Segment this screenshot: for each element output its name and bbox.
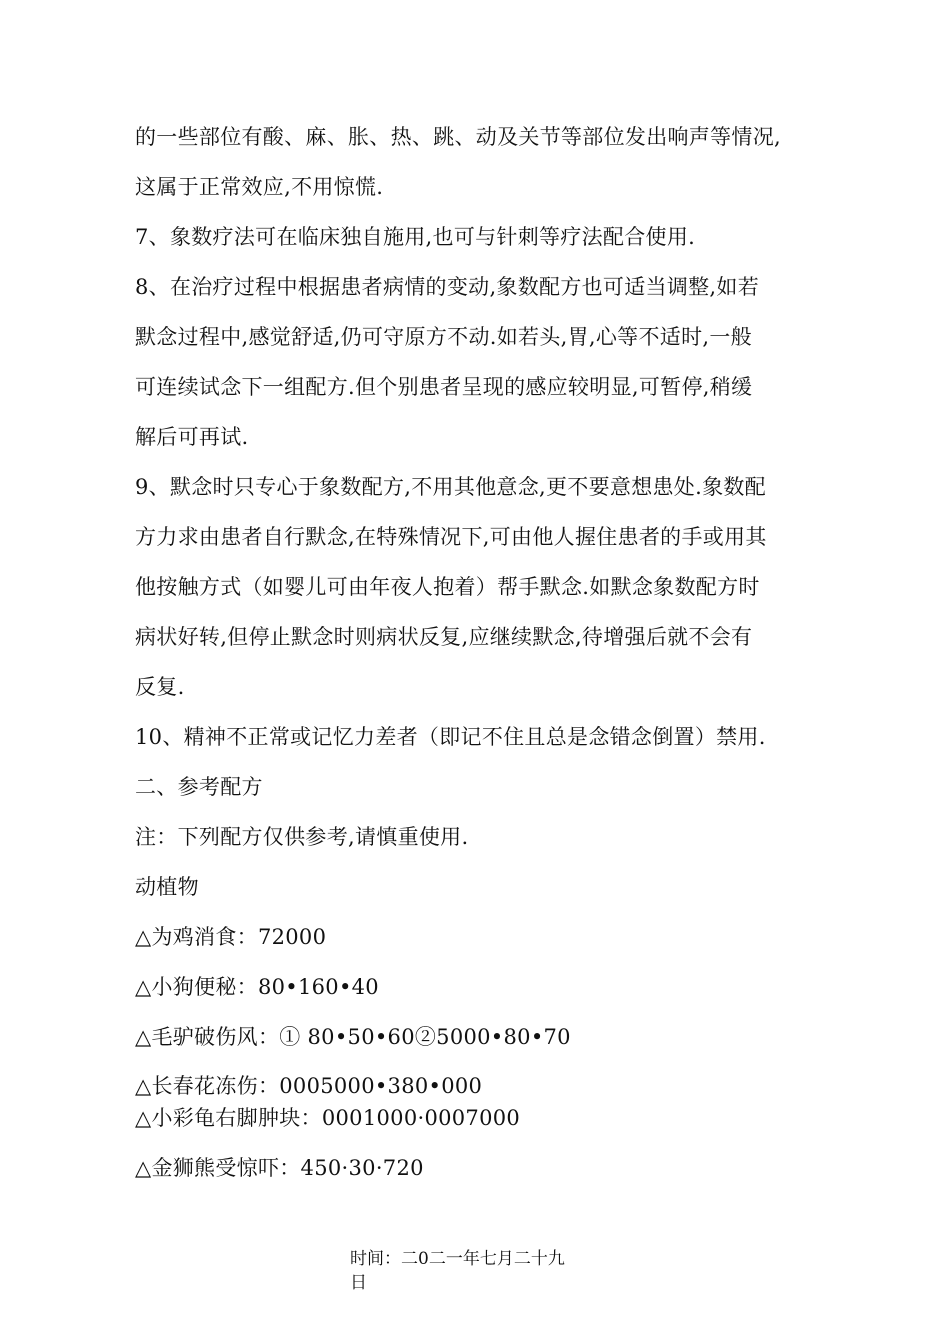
text-line: 的一些部位有酸、麻、胀、热、跳、动及关节等部位发出响声等情况, <box>135 125 781 149</box>
text-line: 默念过程中,感觉舒适,仍可守原方不动.如若头,胃,心等不适时,一般 <box>135 325 752 349</box>
recipe-item: △小彩龟右脚肿块：0001000·0007000 <box>135 1106 521 1130</box>
section-heading: 二、参考配方 <box>135 775 263 799</box>
footer-date-line: 时间：二0二一年七月二十九 <box>350 1249 565 1269</box>
text-line: 10、精神不正常或记忆力差者（即记不住且总是念错念倒置）禁用. <box>135 725 766 749</box>
recipe-item: △毛驴破伤风：① 80•50•60②5000•80•70 <box>135 1025 571 1049</box>
recipe-item: △金狮熊受惊吓：450·30·720 <box>135 1156 424 1180</box>
recipe-item: △小狗便秘：80•160•40 <box>135 975 379 999</box>
text-line: 方力求由患者自行默念,在特殊情况下,可由他人握住患者的手或用其 <box>135 525 767 549</box>
text-line: 7、象数疗法可在临床独自施用,也可与针刺等疗法配合使用. <box>135 225 696 249</box>
text-line: 病状好转,但停止默念时则病状反复,应继续默念,待增强后就不会有 <box>135 625 753 649</box>
page-footer-date <box>350 1247 610 1295</box>
text-line: 可连续试念下一组配方.但个别患者呈现的感应较明显,可暂停,稍缓 <box>135 375 753 399</box>
subsection-heading: 动植物 <box>135 875 199 899</box>
recipe-item: △长春花冻伤：0005000•380•000 <box>135 1074 483 1098</box>
text-line: 这属于正常效应,不用惊慌. <box>135 175 384 199</box>
text-line: 反复. <box>135 675 185 699</box>
recipe-item: △为鸡消食：72000 <box>135 925 327 949</box>
note-line: 注：下列配方仅供参考,请慎重使用. <box>135 825 469 849</box>
text-line: 他按触方式（如婴儿可由年夜人抱着）帮手默念.如默念象数配方时 <box>135 575 760 599</box>
text-line: 解后可再试. <box>135 425 249 449</box>
text-line: 9、默念时只专心于象数配方,不用其他意念,更不要意想患处.象数配 <box>135 475 766 499</box>
footer-date-line: 日 <box>350 1273 367 1293</box>
text-line: 8、在治疗过程中根据患者病情的变动,象数配方也可适当调整,如若 <box>135 275 760 299</box>
